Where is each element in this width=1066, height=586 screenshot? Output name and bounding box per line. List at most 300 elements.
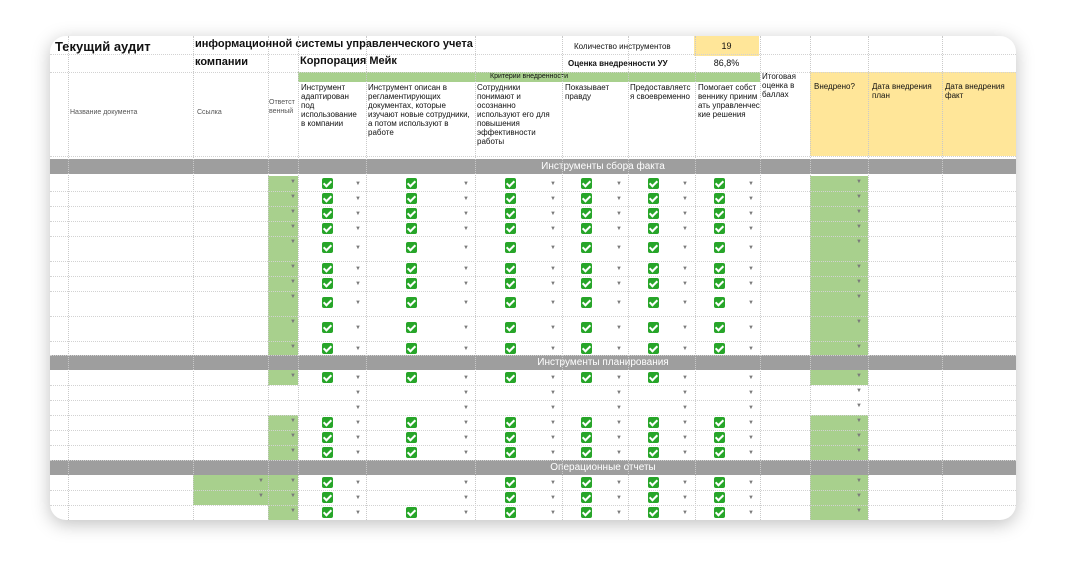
criterion-checkbox[interactable] [406, 242, 417, 253]
col-criterion-4: Показывает правду [565, 83, 610, 101]
grid-horizontal-line [50, 341, 1016, 342]
criterion-checkbox[interactable] [648, 263, 659, 274]
criterion-checkbox[interactable] [406, 417, 417, 428]
implemented-dropdown-arrow[interactable]: ▼ [856, 319, 862, 325]
criterion-dropdown-arrow[interactable]: ▼ [550, 226, 556, 232]
criterion-checkbox[interactable] [505, 278, 516, 289]
implemented-dropdown-arrow[interactable]: ▼ [856, 433, 862, 439]
criterion-checkbox[interactable] [406, 507, 417, 518]
col-date-plan: Дата внедрения план [872, 82, 932, 100]
criterion-checkbox[interactable] [505, 223, 516, 234]
criterion-dropdown-arrow[interactable]: ▼ [355, 375, 361, 381]
criterion-checkbox[interactable] [505, 297, 516, 308]
implemented-dropdown-arrow[interactable]: ▼ [856, 194, 862, 200]
grid-vertical-line [760, 36, 761, 520]
criterion-checkbox[interactable] [648, 372, 659, 383]
criterion-dropdown-arrow[interactable]: ▼ [550, 375, 556, 381]
criterion-dropdown-arrow[interactable]: ▼ [748, 420, 754, 426]
criterion-checkbox[interactable] [505, 343, 516, 354]
responsible-dropdown-arrow[interactable]: ▼ [290, 448, 296, 454]
criterion-checkbox[interactable] [505, 477, 516, 488]
implemented-dropdown-arrow[interactable]: ▼ [856, 294, 862, 300]
criterion-dropdown-arrow[interactable]: ▼ [616, 325, 622, 331]
criterion-checkbox[interactable] [505, 208, 516, 219]
subtitle-line1: информационной системы управленческого учета [195, 38, 473, 50]
grid-vertical-line [810, 36, 811, 520]
criterion-dropdown-arrow[interactable]: ▼ [550, 245, 556, 251]
criterion-dropdown-arrow[interactable]: ▼ [550, 325, 556, 331]
criterion-dropdown-arrow[interactable]: ▼ [616, 450, 622, 456]
link-cell-bg [193, 490, 268, 505]
criterion-checkbox[interactable] [505, 263, 516, 274]
criterion-dropdown-arrow[interactable]: ▼ [682, 181, 688, 187]
criterion-checkbox[interactable] [505, 492, 516, 503]
criterion-dropdown-arrow[interactable]: ▼ [463, 435, 469, 441]
criterion-dropdown-arrow[interactable]: ▼ [616, 266, 622, 272]
grid-vertical-line [562, 36, 563, 520]
criterion-dropdown-arrow[interactable]: ▼ [550, 420, 556, 426]
criterion-dropdown-arrow[interactable]: ▼ [463, 420, 469, 426]
grid-horizontal-line [50, 355, 1016, 356]
criterion-checkbox[interactable] [714, 507, 725, 518]
criterion-dropdown-arrow[interactable]: ▼ [616, 420, 622, 426]
criterion-checkbox[interactable] [322, 263, 333, 274]
criterion-checkbox[interactable] [714, 263, 725, 274]
criterion-dropdown-arrow[interactable]: ▼ [748, 510, 754, 516]
criterion-checkbox[interactable] [581, 417, 592, 428]
criterion-checkbox[interactable] [648, 477, 659, 488]
criterion-dropdown-arrow[interactable]: ▼ [355, 346, 361, 352]
criterion-checkbox[interactable] [714, 432, 725, 443]
col-implemented: Внедрено? [814, 82, 855, 91]
criterion-checkbox[interactable] [581, 477, 592, 488]
criterion-checkbox[interactable] [714, 297, 725, 308]
criterion-dropdown-arrow[interactable]: ▼ [463, 226, 469, 232]
criterion-dropdown-arrow[interactable]: ▼ [616, 435, 622, 441]
criterion-checkbox[interactable] [714, 193, 725, 204]
criterion-checkbox[interactable] [648, 193, 659, 204]
criterion-dropdown-arrow[interactable]: ▼ [355, 325, 361, 331]
criterion-checkbox[interactable] [322, 507, 333, 518]
criterion-checkbox[interactable] [581, 278, 592, 289]
grid-horizontal-line [50, 72, 1016, 73]
implemented-dropdown-arrow[interactable]: ▼ [856, 508, 862, 514]
criterion-dropdown-arrow[interactable]: ▼ [355, 510, 361, 516]
grid-horizontal-line [50, 460, 1016, 461]
criterion-checkbox[interactable] [648, 432, 659, 443]
criterion-checkbox[interactable] [581, 492, 592, 503]
col-criterion-6: Помогает собственнику принимать управленческие решения [698, 83, 760, 119]
implemented-dropdown-arrow[interactable]: ▼ [856, 264, 862, 270]
criterion-dropdown-arrow[interactable]: ▼ [550, 495, 556, 501]
criterion-dropdown-arrow[interactable]: ▼ [355, 226, 361, 232]
implemented-dropdown-arrow[interactable]: ▼ [856, 209, 862, 215]
criterion-checkbox[interactable] [714, 447, 725, 458]
criterion-dropdown-arrow[interactable]: ▼ [748, 281, 754, 287]
criterion-dropdown-arrow[interactable]: ▼ [355, 390, 361, 396]
criterion-checkbox[interactable] [714, 278, 725, 289]
criterion-checkbox[interactable] [714, 322, 725, 333]
criterion-dropdown-arrow[interactable]: ▼ [463, 510, 469, 516]
criterion-dropdown-arrow[interactable]: ▼ [682, 450, 688, 456]
criterion-checkbox[interactable] [406, 263, 417, 274]
criterion-dropdown-arrow[interactable]: ▼ [616, 375, 622, 381]
implemented-dropdown-arrow[interactable]: ▼ [856, 388, 862, 394]
criterion-dropdown-arrow[interactable]: ▼ [355, 300, 361, 306]
criterion-checkbox[interactable] [505, 507, 516, 518]
criterion-dropdown-arrow[interactable]: ▼ [682, 420, 688, 426]
criterion-dropdown-arrow[interactable]: ▼ [355, 480, 361, 486]
criterion-dropdown-arrow[interactable]: ▼ [748, 495, 754, 501]
criterion-dropdown-arrow[interactable]: ▼ [748, 390, 754, 396]
criterion-checkbox[interactable] [648, 417, 659, 428]
criterion-checkbox[interactable] [406, 322, 417, 333]
criterion-dropdown-arrow[interactable]: ▼ [463, 196, 469, 202]
criterion-checkbox[interactable] [648, 447, 659, 458]
criterion-dropdown-arrow[interactable]: ▼ [355, 181, 361, 187]
criterion-dropdown-arrow[interactable]: ▼ [355, 281, 361, 287]
responsible-dropdown-arrow[interactable]: ▼ [290, 224, 296, 230]
criterion-checkbox[interactable] [505, 432, 516, 443]
criterion-dropdown-arrow[interactable]: ▼ [463, 346, 469, 352]
criterion-checkbox[interactable] [714, 208, 725, 219]
link-dropdown-arrow[interactable]: ▼ [258, 478, 264, 484]
criterion-checkbox[interactable] [648, 343, 659, 354]
responsible-dropdown-arrow[interactable]: ▼ [290, 373, 296, 379]
criterion-checkbox[interactable] [322, 208, 333, 219]
criterion-checkbox[interactable] [505, 447, 516, 458]
criterion-checkbox[interactable] [505, 417, 516, 428]
criterion-dropdown-arrow[interactable]: ▼ [355, 435, 361, 441]
grid-horizontal-line [50, 400, 1016, 401]
criterion-dropdown-arrow[interactable]: ▼ [616, 281, 622, 287]
criterion-dropdown-arrow[interactable]: ▼ [550, 435, 556, 441]
criterion-dropdown-arrow[interactable]: ▼ [748, 300, 754, 306]
responsible-dropdown-arrow[interactable]: ▼ [290, 344, 296, 350]
implemented-dropdown-arrow[interactable]: ▼ [856, 493, 862, 499]
criterion-checkbox[interactable] [648, 492, 659, 503]
section-operational-reports [50, 460, 1016, 475]
score-label: Оценка внедренности УУ [568, 59, 668, 68]
criterion-dropdown-arrow[interactable]: ▼ [550, 405, 556, 411]
criterion-checkbox[interactable] [648, 178, 659, 189]
criterion-checkbox[interactable] [505, 193, 516, 204]
criterion-dropdown-arrow[interactable]: ▼ [463, 181, 469, 187]
criterion-dropdown-arrow[interactable]: ▼ [682, 266, 688, 272]
responsible-dropdown-arrow[interactable]: ▼ [290, 418, 296, 424]
grid-horizontal-line [50, 505, 1016, 506]
criterion-checkbox[interactable] [581, 242, 592, 253]
grid-horizontal-line [50, 316, 1016, 317]
criterion-dropdown-arrow[interactable]: ▼ [748, 181, 754, 187]
criterion-checkbox[interactable] [322, 343, 333, 354]
criterion-checkbox[interactable] [714, 477, 725, 488]
grid-horizontal-line [50, 385, 1016, 386]
grid-horizontal-line [50, 156, 1016, 157]
criterion-dropdown-arrow[interactable]: ▼ [355, 211, 361, 217]
criterion-dropdown-arrow[interactable]: ▼ [682, 510, 688, 516]
responsible-dropdown-arrow[interactable]: ▼ [290, 478, 296, 484]
criteria-banner [298, 72, 760, 82]
responsible-dropdown-arrow[interactable]: ▼ [290, 239, 296, 245]
score-value: 86,8% [713, 58, 740, 68]
grid-vertical-line [628, 36, 629, 520]
responsible-dropdown-arrow[interactable]: ▼ [290, 493, 296, 499]
criterion-checkbox[interactable] [648, 208, 659, 219]
criterion-checkbox[interactable] [505, 242, 516, 253]
criterion-checkbox[interactable] [581, 432, 592, 443]
criterion-checkbox[interactable] [406, 208, 417, 219]
criterion-checkbox[interactable] [406, 278, 417, 289]
criterion-checkbox[interactable] [406, 372, 417, 383]
criterion-checkbox[interactable] [714, 343, 725, 354]
implemented-dropdown-arrow[interactable]: ▼ [856, 403, 862, 409]
criterion-dropdown-arrow[interactable]: ▼ [748, 375, 754, 381]
criterion-dropdown-arrow[interactable]: ▼ [616, 300, 622, 306]
criterion-checkbox[interactable] [322, 193, 333, 204]
criterion-dropdown-arrow[interactable]: ▼ [682, 211, 688, 217]
criterion-dropdown-arrow[interactable]: ▼ [616, 510, 622, 516]
responsible-dropdown-arrow[interactable]: ▼ [290, 279, 296, 285]
criterion-dropdown-arrow[interactable]: ▼ [550, 510, 556, 516]
grid-horizontal-line [50, 291, 1016, 292]
grid-vertical-line [298, 36, 299, 520]
criterion-dropdown-arrow[interactable]: ▼ [616, 226, 622, 232]
criterion-checkbox[interactable] [322, 432, 333, 443]
criterion-dropdown-arrow[interactable]: ▼ [550, 196, 556, 202]
criterion-checkbox[interactable] [581, 372, 592, 383]
grid-horizontal-line [50, 490, 1016, 491]
criterion-dropdown-arrow[interactable]: ▼ [748, 405, 754, 411]
link-dropdown-arrow[interactable]: ▼ [258, 493, 264, 499]
criterion-checkbox[interactable] [322, 417, 333, 428]
criterion-checkbox[interactable] [581, 193, 592, 204]
criterion-dropdown-arrow[interactable]: ▼ [748, 325, 754, 331]
criterion-dropdown-arrow[interactable]: ▼ [355, 450, 361, 456]
criterion-checkbox[interactable] [581, 178, 592, 189]
criterion-checkbox[interactable] [505, 178, 516, 189]
responsible-dropdown-arrow[interactable]: ▼ [290, 179, 296, 185]
criterion-checkbox[interactable] [581, 208, 592, 219]
criterion-dropdown-arrow[interactable]: ▼ [748, 226, 754, 232]
responsible-dropdown-arrow[interactable]: ▼ [290, 264, 296, 270]
criterion-dropdown-arrow[interactable]: ▼ [682, 196, 688, 202]
criterion-checkbox[interactable] [406, 447, 417, 458]
criterion-dropdown-arrow[interactable]: ▼ [682, 495, 688, 501]
criterion-dropdown-arrow[interactable]: ▼ [748, 346, 754, 352]
criterion-checkbox[interactable] [648, 242, 659, 253]
grid-horizontal-line [50, 261, 1016, 262]
criterion-checkbox[interactable] [648, 507, 659, 518]
criterion-dropdown-arrow[interactable]: ▼ [682, 480, 688, 486]
criterion-checkbox[interactable] [581, 263, 592, 274]
criterion-checkbox[interactable] [406, 193, 417, 204]
section-fact-tools [50, 159, 1016, 174]
grid-vertical-line [193, 36, 194, 520]
criterion-checkbox[interactable] [322, 242, 333, 253]
criterion-checkbox[interactable] [322, 447, 333, 458]
criteria-banner-label: Критерии внедренности [490, 73, 568, 80]
criterion-checkbox[interactable] [322, 477, 333, 488]
criterion-dropdown-arrow[interactable]: ▼ [616, 390, 622, 396]
criterion-dropdown-arrow[interactable]: ▼ [463, 281, 469, 287]
criterion-checkbox[interactable] [322, 278, 333, 289]
criterion-checkbox[interactable] [648, 322, 659, 333]
criterion-dropdown-arrow[interactable]: ▼ [463, 480, 469, 486]
criterion-dropdown-arrow[interactable]: ▼ [616, 196, 622, 202]
criterion-dropdown-arrow[interactable]: ▼ [682, 245, 688, 251]
criterion-dropdown-arrow[interactable]: ▼ [616, 405, 622, 411]
audit-title: Текущий аудит [55, 39, 151, 54]
criterion-dropdown-arrow[interactable]: ▼ [550, 450, 556, 456]
criterion-checkbox[interactable] [581, 343, 592, 354]
implemented-dropdown-arrow[interactable]: ▼ [856, 448, 862, 454]
grid-horizontal-line [50, 206, 1016, 207]
criterion-checkbox[interactable] [648, 223, 659, 234]
criterion-dropdown-arrow[interactable]: ▼ [550, 346, 556, 352]
criterion-dropdown-arrow[interactable]: ▼ [748, 245, 754, 251]
criterion-dropdown-arrow[interactable]: ▼ [550, 390, 556, 396]
criterion-checkbox[interactable] [581, 507, 592, 518]
implemented-dropdown-arrow[interactable]: ▼ [856, 224, 862, 230]
responsible-dropdown-arrow[interactable]: ▼ [290, 209, 296, 215]
grid-vertical-line [475, 36, 476, 520]
criterion-dropdown-arrow[interactable]: ▼ [463, 300, 469, 306]
criterion-checkbox[interactable] [406, 343, 417, 354]
criterion-dropdown-arrow[interactable]: ▼ [355, 245, 361, 251]
criterion-dropdown-arrow[interactable]: ▼ [355, 405, 361, 411]
criterion-checkbox[interactable] [648, 297, 659, 308]
criterion-checkbox[interactable] [322, 492, 333, 503]
responsible-dropdown-arrow[interactable]: ▼ [290, 194, 296, 200]
criterion-checkbox[interactable] [322, 322, 333, 333]
criterion-dropdown-arrow[interactable]: ▼ [748, 435, 754, 441]
criterion-checkbox[interactable] [714, 242, 725, 253]
criterion-dropdown-arrow[interactable]: ▼ [682, 300, 688, 306]
criterion-dropdown-arrow[interactable]: ▼ [463, 450, 469, 456]
criterion-dropdown-arrow[interactable]: ▼ [682, 435, 688, 441]
criterion-dropdown-arrow[interactable]: ▼ [355, 266, 361, 272]
grid-horizontal-line [50, 236, 1016, 237]
criterion-dropdown-arrow[interactable]: ▼ [682, 405, 688, 411]
criterion-dropdown-arrow[interactable]: ▼ [748, 196, 754, 202]
criterion-dropdown-arrow[interactable]: ▼ [682, 390, 688, 396]
criterion-dropdown-arrow[interactable]: ▼ [616, 245, 622, 251]
criterion-dropdown-arrow[interactable]: ▼ [550, 266, 556, 272]
criterion-dropdown-arrow[interactable]: ▼ [748, 480, 754, 486]
grid-horizontal-line [50, 445, 1016, 446]
criterion-dropdown-arrow[interactable]: ▼ [682, 226, 688, 232]
responsible-dropdown-arrow[interactable]: ▼ [290, 508, 296, 514]
criterion-dropdown-arrow[interactable]: ▼ [616, 211, 622, 217]
criterion-checkbox[interactable] [714, 417, 725, 428]
criterion-dropdown-arrow[interactable]: ▼ [550, 480, 556, 486]
section-planning-tools-label: Инструменты планирования [537, 357, 669, 368]
criterion-dropdown-arrow[interactable]: ▼ [463, 266, 469, 272]
criterion-dropdown-arrow[interactable]: ▼ [748, 450, 754, 456]
criterion-dropdown-arrow[interactable]: ▼ [616, 480, 622, 486]
criterion-checkbox[interactable] [714, 178, 725, 189]
criterion-dropdown-arrow[interactable]: ▼ [355, 196, 361, 202]
responsible-dropdown-arrow[interactable]: ▼ [290, 433, 296, 439]
implemented-dropdown-arrow[interactable]: ▼ [856, 478, 862, 484]
criterion-checkbox[interactable] [505, 322, 516, 333]
criterion-dropdown-arrow[interactable]: ▼ [550, 181, 556, 187]
criterion-checkbox[interactable] [581, 322, 592, 333]
grid-vertical-line [942, 36, 943, 520]
criterion-dropdown-arrow[interactable]: ▼ [355, 420, 361, 426]
implemented-dropdown-arrow[interactable]: ▼ [856, 418, 862, 424]
criterion-dropdown-arrow[interactable]: ▼ [748, 211, 754, 217]
criterion-checkbox[interactable] [322, 297, 333, 308]
grid-vertical-line [268, 36, 269, 520]
criterion-dropdown-arrow[interactable]: ▼ [550, 300, 556, 306]
implemented-dropdown-arrow[interactable]: ▼ [856, 344, 862, 350]
section-operational-reports-label: Операционные отчеты [550, 462, 656, 473]
spreadsheet-card [50, 36, 1016, 520]
criterion-checkbox[interactable] [714, 223, 725, 234]
col-responsible: Ответственный [269, 99, 295, 115]
col-doc-name: Название документа [70, 109, 138, 116]
criterion-checkbox[interactable] [714, 492, 725, 503]
criterion-checkbox[interactable] [505, 372, 516, 383]
criterion-dropdown-arrow[interactable]: ▼ [463, 390, 469, 396]
criterion-checkbox[interactable] [648, 278, 659, 289]
criterion-checkbox[interactable] [322, 372, 333, 383]
criterion-dropdown-arrow[interactable]: ▼ [616, 346, 622, 352]
implemented-dropdown-arrow[interactable]: ▼ [856, 179, 862, 185]
criterion-checkbox[interactable] [581, 297, 592, 308]
col-criterion-2: Инструмент описан в регламентирующих документах, которые изучают новые сотрудники, а потом используют в работе [368, 83, 470, 137]
count-value: 19 [721, 41, 732, 51]
responsible-dropdown-arrow[interactable]: ▼ [290, 294, 296, 300]
criterion-dropdown-arrow[interactable]: ▼ [463, 211, 469, 217]
criterion-dropdown-arrow[interactable]: ▼ [463, 325, 469, 331]
criterion-dropdown-arrow[interactable]: ▼ [463, 375, 469, 381]
criterion-dropdown-arrow[interactable]: ▼ [748, 266, 754, 272]
criterion-checkbox[interactable] [322, 223, 333, 234]
criterion-dropdown-arrow[interactable]: ▼ [550, 211, 556, 217]
grid-vertical-line [868, 36, 869, 520]
implemented-dropdown-arrow[interactable]: ▼ [856, 373, 862, 379]
criterion-dropdown-arrow[interactable]: ▼ [355, 495, 361, 501]
criterion-dropdown-arrow[interactable]: ▼ [463, 245, 469, 251]
criterion-dropdown-arrow[interactable]: ▼ [682, 346, 688, 352]
grid-horizontal-line [50, 54, 1016, 55]
criterion-dropdown-arrow[interactable]: ▼ [550, 281, 556, 287]
criterion-checkbox[interactable] [322, 178, 333, 189]
responsible-dropdown-arrow[interactable]: ▼ [290, 319, 296, 325]
criterion-checkbox[interactable] [406, 432, 417, 443]
criterion-dropdown-arrow[interactable]: ▼ [463, 405, 469, 411]
col-link: Ссылка [197, 109, 222, 116]
implemented-dropdown-arrow[interactable]: ▼ [856, 279, 862, 285]
criterion-checkbox[interactable] [406, 178, 417, 189]
implemented-dropdown-arrow[interactable]: ▼ [856, 239, 862, 245]
criterion-dropdown-arrow[interactable]: ▼ [463, 495, 469, 501]
company-name: Корпорация Мейк [300, 55, 397, 67]
criterion-checkbox[interactable] [406, 223, 417, 234]
criterion-dropdown-arrow[interactable]: ▼ [682, 281, 688, 287]
criterion-checkbox[interactable] [406, 297, 417, 308]
criterion-checkbox[interactable] [581, 447, 592, 458]
count-label: Количество инструментов [574, 42, 671, 51]
criterion-dropdown-arrow[interactable]: ▼ [616, 495, 622, 501]
criterion-checkbox[interactable] [581, 223, 592, 234]
criterion-dropdown-arrow[interactable]: ▼ [616, 181, 622, 187]
criterion-dropdown-arrow[interactable]: ▼ [682, 375, 688, 381]
criterion-dropdown-arrow[interactable]: ▼ [682, 325, 688, 331]
